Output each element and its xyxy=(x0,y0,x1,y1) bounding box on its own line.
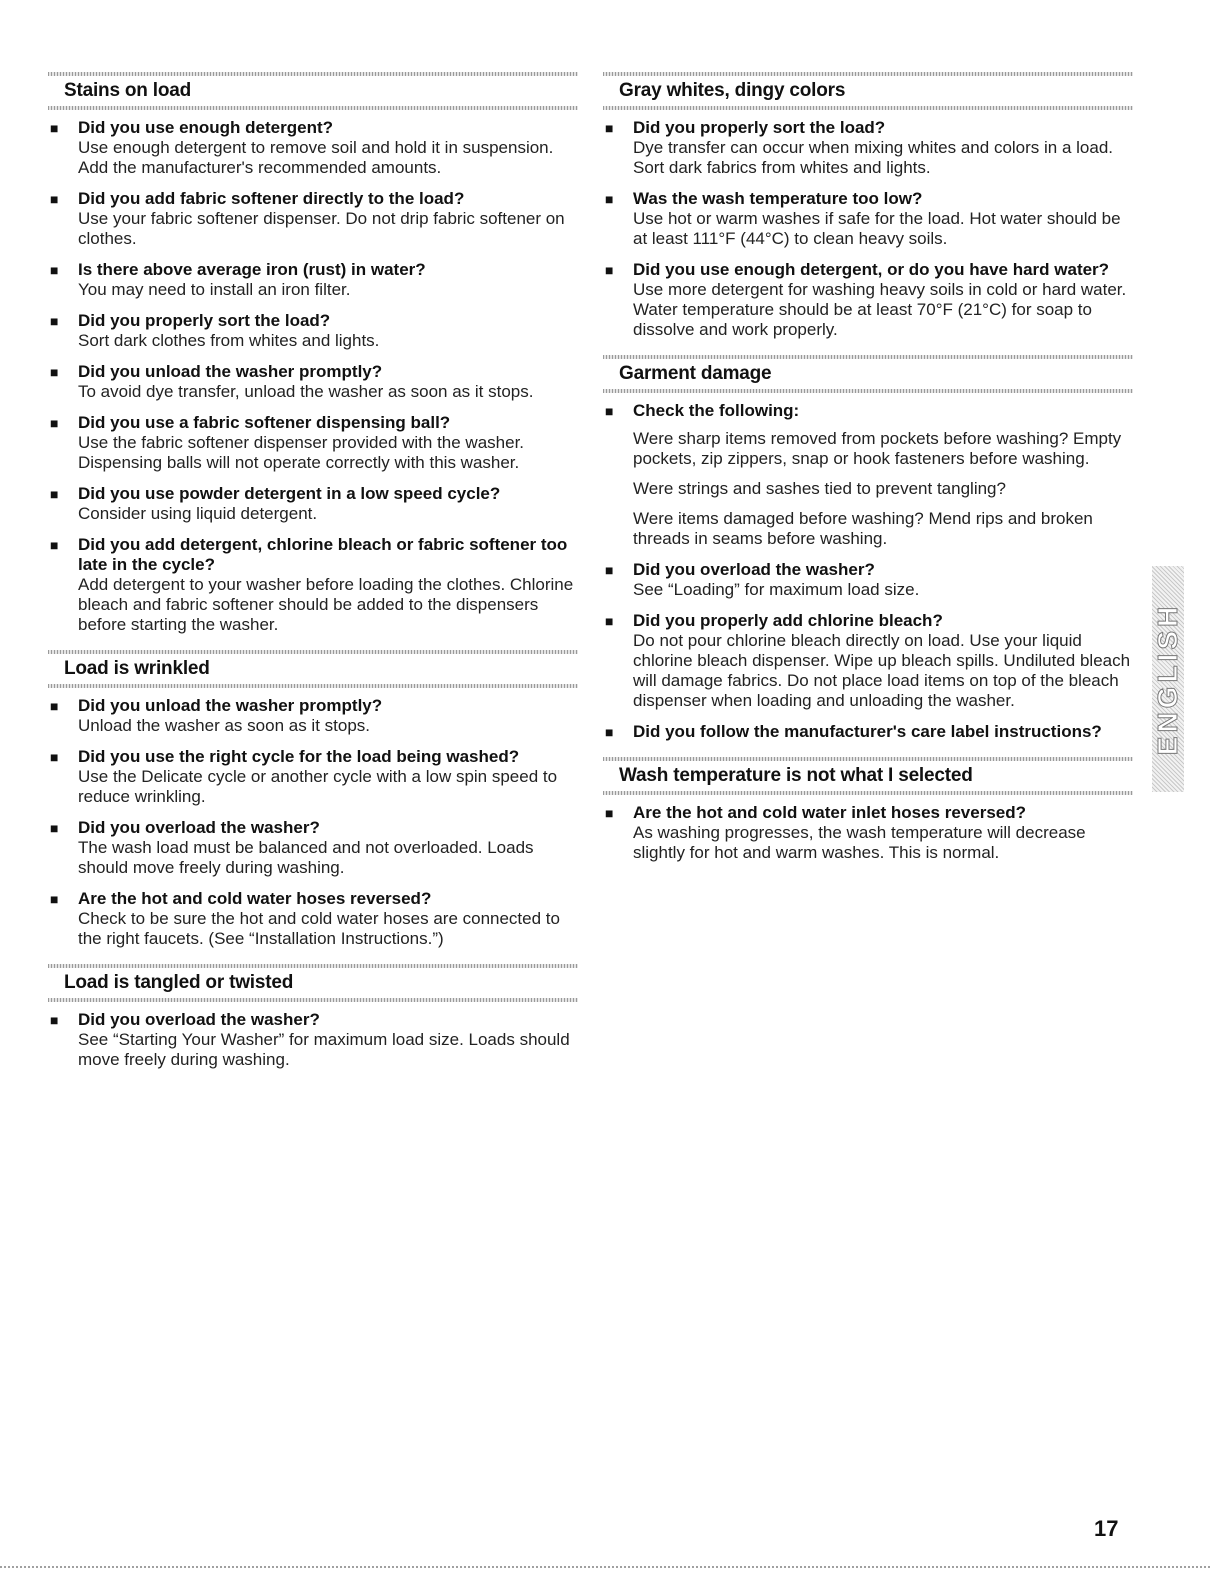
square-bullet-icon: ■ xyxy=(605,262,614,278)
square-bullet-icon: ■ xyxy=(50,120,59,136)
list-item xyxy=(48,260,578,300)
checklist-paragraph: Were sharp items removed from pockets before washing? Empty pockets, zip zippers, snap or hook fasteners before washing. xyxy=(633,429,1122,468)
question-text: Did you use enough detergent, or do you have hard water? xyxy=(633,260,1110,279)
answer-text: The wash load must be balanced and not overloaded. Loads should move freely during washing. xyxy=(78,838,534,877)
square-bullet-icon: ■ xyxy=(50,749,59,765)
answer-text: As washing progresses, the wash temperature will decrease slightly for hot and warm washes. This is normal. xyxy=(633,823,1086,862)
troubleshooting-section xyxy=(603,351,1133,742)
header-rule-bottom xyxy=(603,106,1133,110)
question-text: Did you overload the washer? xyxy=(633,560,875,579)
square-bullet-icon: ■ xyxy=(605,562,614,578)
list-item xyxy=(603,118,1133,178)
header-rule-bottom xyxy=(603,389,1133,393)
list-item xyxy=(48,747,578,807)
question-text: Check the following: xyxy=(633,401,800,420)
question-text: Did you follow the manufacturer's care label instructions? xyxy=(633,722,1102,741)
list-item xyxy=(603,560,1133,600)
section-title: Wash temperature is not what I selected xyxy=(619,765,973,786)
list-item xyxy=(603,260,1133,340)
question-text: Did you properly sort the load? xyxy=(633,118,886,137)
answer-text: Do not pour chlorine bleach directly on load. Use your liquid chlorine bleach dispenser. Wipe up bleach spills. Undiluted bleach will damage fabrics. Do not place load items on top of the bleach dispenser when loading and unloading the washer. xyxy=(633,631,1131,710)
answer-text: Use enough detergent to remove soil and hold it in suspension. Add the manufacturer's recommended amounts. xyxy=(78,138,554,177)
troubleshooting-section xyxy=(603,68,1133,340)
question-text: Did you properly sort the load? xyxy=(78,311,331,330)
answer-text: Add detergent to your washer before loading the clothes. Chlorine bleach and fabric softener should be added to the dispensers before starting the washer. xyxy=(78,575,574,634)
question-text: Is there above average iron (rust) in water? xyxy=(78,260,426,279)
section-title: Garment damage xyxy=(619,363,772,384)
answer-text: Check to be sure the hot and cold water hoses are connected to the right faucets. (See “Installation Instructions.”) xyxy=(78,909,560,948)
question-list xyxy=(48,696,578,949)
square-bullet-icon: ■ xyxy=(605,613,614,629)
list-item xyxy=(48,889,578,949)
answer-text: See “Starting Your Washer” for maximum load size. Loads should move freely during washing. xyxy=(78,1030,570,1069)
square-bullet-icon: ■ xyxy=(50,820,59,836)
square-bullet-icon: ■ xyxy=(50,313,59,329)
checklist-paragraph: Were strings and sashes tied to prevent tangling? xyxy=(633,479,1006,498)
checklist-paragraph: Were items damaged before washing? Mend rips and broken threads in seams before washing. xyxy=(633,509,1093,548)
square-bullet-icon: ■ xyxy=(605,403,614,419)
square-bullet-icon: ■ xyxy=(50,415,59,431)
answer-text: Sort dark clothes from whites and lights. xyxy=(78,331,380,350)
troubleshooting-section xyxy=(603,753,1133,863)
answer-text: Use the Delicate cycle or another cycle with a low spin speed to reduce wrinkling. xyxy=(78,767,558,806)
question-text: Did you use powder detergent in a low speed cycle? xyxy=(78,484,501,503)
question-text: Are the hot and cold water hoses reversed? xyxy=(78,889,432,908)
question-list xyxy=(603,118,1133,340)
troubleshooting-section xyxy=(48,68,578,635)
square-bullet-icon: ■ xyxy=(605,120,614,136)
section-header xyxy=(48,68,578,112)
question-text: Did you overload the washer? xyxy=(78,818,320,837)
section-header xyxy=(603,351,1133,395)
header-rule-top xyxy=(48,650,578,654)
question-list xyxy=(603,401,1133,742)
list-item xyxy=(48,189,578,249)
square-bullet-icon: ■ xyxy=(605,805,614,821)
header-rule-bottom xyxy=(603,791,1133,795)
square-bullet-icon: ■ xyxy=(605,724,614,740)
header-rule-top xyxy=(48,964,578,968)
page-number: 17 xyxy=(1094,1516,1119,1541)
list-item xyxy=(48,535,578,635)
language-tab-label: ENGLISH xyxy=(1152,602,1183,756)
list-item xyxy=(48,311,578,351)
question-list xyxy=(603,803,1133,863)
section-title: Stains on load xyxy=(64,80,192,101)
answer-text: Use your fabric softener dispenser. Do not drip fabric softener on clothes. xyxy=(78,209,565,248)
answer-text: Use the fabric softener dispenser provided with the washer. Dispensing balls will not operate correctly with this washer. xyxy=(78,433,525,472)
question-text: Are the hot and cold water inlet hoses reversed? xyxy=(633,803,1026,822)
header-rule-top xyxy=(603,72,1133,76)
section-title: Load is tangled or twisted xyxy=(64,972,294,993)
header-rule-top xyxy=(603,757,1133,761)
question-text: Did you unload the washer promptly? xyxy=(78,696,383,715)
troubleshooting-section xyxy=(48,646,578,949)
answer-text: See “Loading” for maximum load size. xyxy=(633,580,920,599)
question-text: Did you add detergent, chlorine bleach or fabric softener too late in the cycle? xyxy=(78,535,568,574)
left-column xyxy=(48,68,578,1081)
section-header xyxy=(603,68,1133,112)
list-item xyxy=(48,696,578,736)
section-title: Load is wrinkled xyxy=(64,658,210,679)
question-list xyxy=(48,118,578,635)
square-bullet-icon: ■ xyxy=(50,364,59,380)
list-item xyxy=(48,362,578,402)
list-item xyxy=(603,611,1133,711)
header-rule-top xyxy=(48,72,578,76)
language-side-tab xyxy=(1152,566,1184,792)
section-header xyxy=(603,753,1133,797)
square-bullet-icon: ■ xyxy=(50,1012,59,1028)
troubleshooting-section xyxy=(48,960,578,1070)
square-bullet-icon: ■ xyxy=(605,191,614,207)
list-item xyxy=(48,484,578,524)
answer-text: You may need to install an iron filter. xyxy=(78,280,351,299)
list-item xyxy=(603,722,1133,742)
question-text: Did you properly add chlorine bleach? xyxy=(633,611,943,630)
square-bullet-icon: ■ xyxy=(50,891,59,907)
question-text: Did you add fabric softener directly to the load? xyxy=(78,189,465,208)
question-text: Did you overload the washer? xyxy=(78,1010,320,1029)
list-item xyxy=(48,1010,578,1070)
square-bullet-icon: ■ xyxy=(50,486,59,502)
section-title: Gray whites, dingy colors xyxy=(619,80,846,101)
header-rule-bottom xyxy=(48,106,578,110)
answer-text: Dye transfer can occur when mixing whites and colors in a load. Sort dark fabrics from whites and lights. xyxy=(633,138,1114,177)
header-rule-bottom xyxy=(48,684,578,688)
bottom-rule xyxy=(0,1566,1211,1568)
list-item xyxy=(48,818,578,878)
header-rule-top xyxy=(603,355,1133,359)
checklist-item xyxy=(603,401,1133,549)
answer-text: Use more detergent for washing heavy soils in cold or hard water. Water temperature should be at least 70°F (21°C) for soap to dissolve and work properly. xyxy=(633,280,1127,339)
square-bullet-icon: ■ xyxy=(50,191,59,207)
answer-text: Unload the washer as soon as it stops. xyxy=(78,716,370,735)
answer-text: Use hot or warm washes if safe for the load. Hot water should be at least 111°F (44°C) to clean heavy soils. xyxy=(633,209,1121,248)
list-item xyxy=(48,413,578,473)
square-bullet-icon: ■ xyxy=(50,262,59,278)
answer-text: Consider using liquid detergent. xyxy=(78,504,318,523)
question-text: Did you use the right cycle for the load being washed? xyxy=(78,747,520,766)
section-header xyxy=(48,960,578,1004)
list-item xyxy=(603,803,1133,863)
list-item xyxy=(603,189,1133,249)
question-text: Was the wash temperature too low? xyxy=(633,189,923,208)
question-text: Did you use a fabric softener dispensing ball? xyxy=(78,413,451,432)
question-text: Did you use enough detergent? xyxy=(78,118,334,137)
header-rule-bottom xyxy=(48,998,578,1002)
question-text: Did you unload the washer promptly? xyxy=(78,362,383,381)
section-header xyxy=(48,646,578,690)
list-item xyxy=(48,118,578,178)
answer-text: To avoid dye transfer, unload the washer as soon as it stops. xyxy=(78,382,534,401)
square-bullet-icon: ■ xyxy=(50,698,59,714)
right-column xyxy=(603,68,1133,874)
question-list xyxy=(48,1010,578,1070)
square-bullet-icon: ■ xyxy=(50,537,59,553)
